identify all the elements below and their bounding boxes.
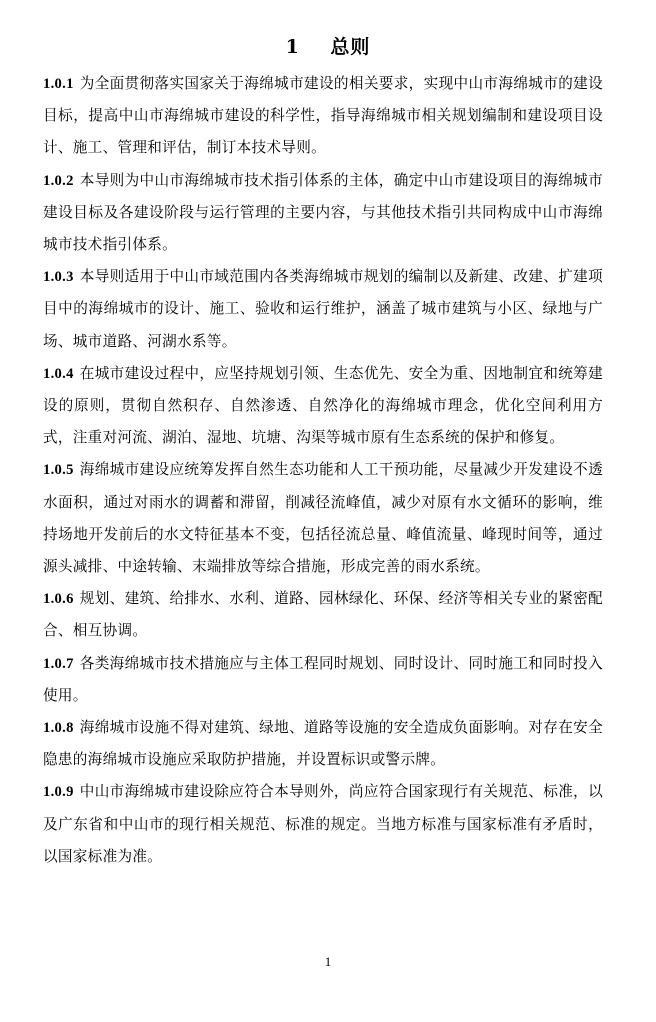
page-number: 1	[324, 954, 332, 969]
clause-text: 规划、建筑、给排水、水利、道路、园林绿化、环保、经济等相关专业的紧密配合、相互协调。	[43, 590, 603, 640]
page-title: 1 总则	[285, 36, 371, 58]
clause-1-0-5	[43, 454, 603, 583]
clause-number: 1.0.8	[43, 720, 74, 737]
clause-text: 海绵城市设施不得对建筑、绿地、道路等设施的安全造成负面影响。对存在安全隐患的海绵城市设施应采取防护措施，并设置标识或警示牌。	[43, 719, 603, 769]
clause-text: 本导则适用于中山市域范围内各类海绵城市规划的编制以及新建、改建、扩建项目中的海绵城市的设计、施工、验收和运行维护，涵盖了城市建筑与小区、绿地与广场、城市道路、河湖水系等。	[43, 268, 603, 350]
clause-text: 在城市建设过程中，应坚持规划引领、生态优先、安全为重、因地制宜和统筹建设的原则，贯彻自然积存、自然渗透、自然净化的海绵城市理念，优化空间利用方式，注重对河流、湖泊、湿地、坑塘、沟渠等城市原有生态系统的保护和修复。	[43, 364, 603, 447]
clause-number: 1.0.6	[43, 591, 74, 608]
clause-1-0-7	[43, 648, 603, 712]
clause-number: 1.0.2	[43, 172, 74, 189]
clause-text: 为全面贯彻落实国家关于海绵城市建设的相关要求，实现中山市海绵城市的建设目标，提高中山市海绵城市建设的科学性，指导海绵城市相关规划编制和建设项目设计、施工、管理和评估，制订本技术导则。	[43, 75, 603, 157]
clause-1-0-1	[43, 68, 603, 165]
clause-text: 海绵城市建设应统筹发挥自然生态功能和人工干预功能，尽量减少开发建设不透水面积，通过对雨水的调蓄和滞留，削减径流峰值，减少对原有水文循环的影响，维持场地开发前后的水文特征基本不变，包括径流总量、峰值流量、峰现时间等，通过源头减排、中途转输、末端排放等综合措施，形成完善的雨水系统。	[43, 461, 603, 576]
clause-1-0-6	[43, 583, 603, 647]
clause-1-0-4	[43, 358, 603, 455]
clause-1-0-9	[43, 776, 603, 873]
clause-number: 1.0.7	[43, 655, 74, 672]
clause-number: 1.0.3	[43, 269, 74, 286]
clause-text: 各类海绵城市技术措施应与主体工程同时规划、同时设计、同时施工和同时投入使用。	[43, 654, 603, 704]
clause-1-0-3	[43, 261, 603, 358]
clause-1-0-8	[43, 712, 603, 776]
clause-number: 1.0.5	[43, 462, 74, 479]
clause-number: 1.0.4	[43, 365, 74, 382]
clause-number: 1.0.9	[43, 784, 74, 801]
clause-text: 本导则为中山市海绵城市技术指引体系的主体，确定中山市建设项目的海绵城市建设目标及各建设阶段与运行管理的主要内容，与其他技术指引共同构成中山市海绵城市技术指引体系。	[43, 171, 603, 254]
clause-1-0-2	[43, 165, 603, 262]
clause-text: 中山市海绵城市建设除应符合本导则外，尚应符合国家现行有关规范、标准，以及广东省和中山市的现行相关规范、标准的规定。当地方标准与国家标准有矛盾时，以国家标准为准。	[43, 783, 603, 865]
clause-number: 1.0.1	[43, 76, 74, 92]
clause-list	[43, 68, 603, 873]
